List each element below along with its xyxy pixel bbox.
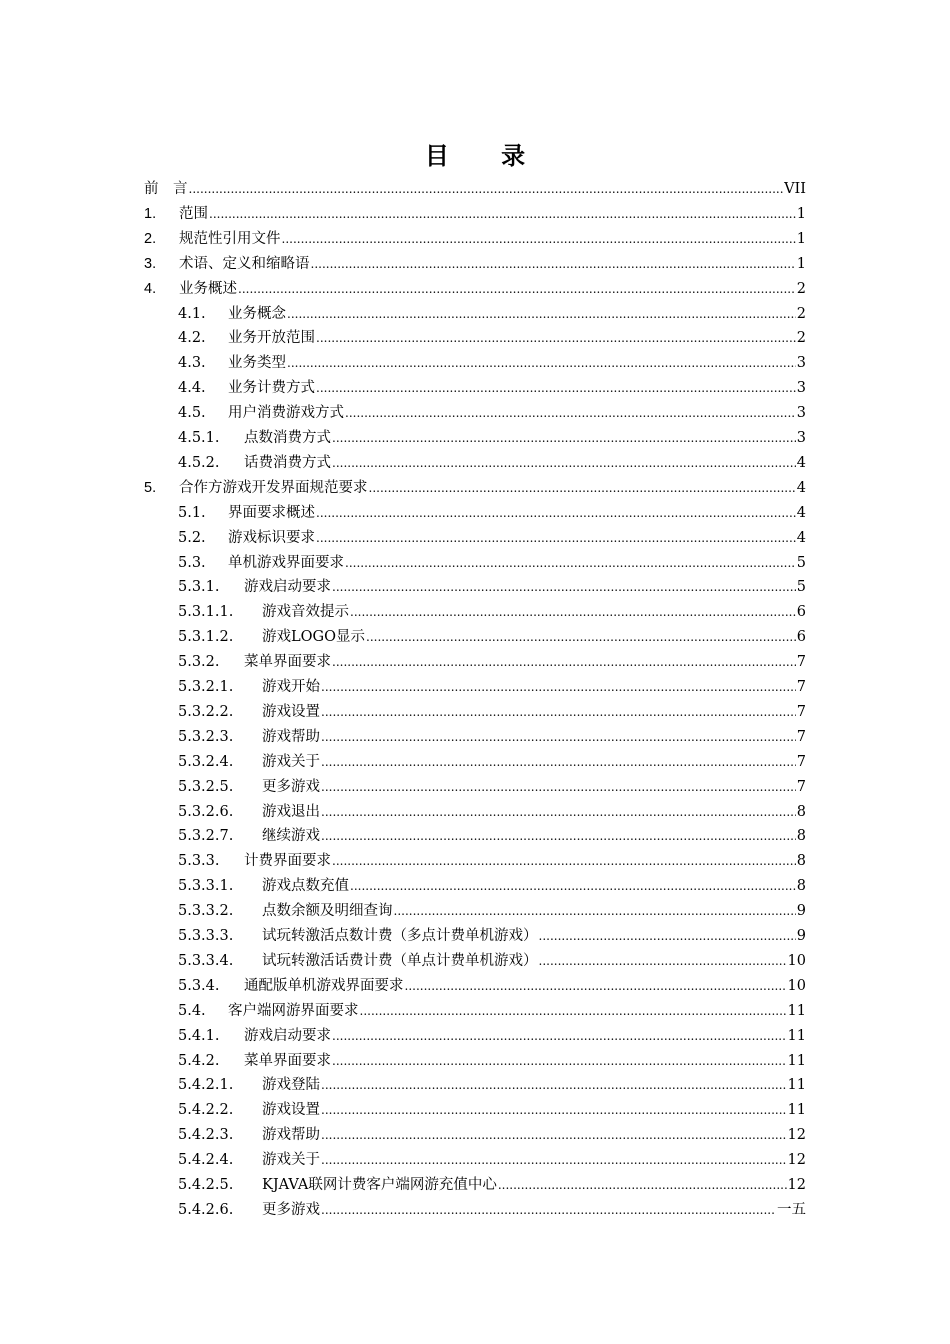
- toc-leader-dots: [209, 205, 796, 223]
- toc-entry-page: 9: [796, 928, 806, 944]
- toc-entry-title: 游戏帮助: [262, 728, 320, 745]
- toc-entry[interactable]: [0, 1197, 806, 1219]
- toc-entry-title: 前 言: [144, 181, 188, 197]
- toc-leader-dots: [321, 1126, 787, 1144]
- toc-leader-dots: [282, 230, 796, 248]
- toc-title: 目 录: [424, 141, 548, 170]
- toc-entry[interactable]: [0, 400, 806, 422]
- toc-entry[interactable]: [0, 375, 806, 397]
- toc-entry[interactable]: [0, 599, 806, 621]
- toc-entry-number: 5.3.3.: [178, 853, 220, 870]
- toc-entry-page: 7: [796, 703, 806, 720]
- toc-entry-page: 3: [796, 430, 806, 446]
- toc-entry-title: 业务概述: [179, 280, 237, 297]
- toc-entry-page: 3: [796, 355, 806, 372]
- toc-entry[interactable]: [0, 823, 806, 845]
- toc-entry-title: 用户消费游戏方式: [228, 405, 344, 422]
- toc-entry[interactable]: [0, 624, 806, 646]
- toc-entry-title: 游戏关于: [262, 1152, 320, 1169]
- toc-entry-number: 4.2.: [178, 330, 206, 347]
- toc-entry-number: 5.3.2.: [178, 654, 220, 671]
- toc-leader-dots: [332, 653, 796, 671]
- toc-entry[interactable]: [0, 350, 806, 372]
- toc-entry[interactable]: [0, 848, 806, 870]
- toc-entry-page: 4: [796, 479, 806, 496]
- toc-entry[interactable]: [0, 550, 806, 572]
- toc-entry-number: 4.4.: [178, 380, 206, 397]
- toc-entry-number: 5.3.2.7.: [178, 828, 234, 845]
- toc-leader-dots: [345, 404, 796, 422]
- toc-entry-title: 业务概念: [228, 305, 286, 322]
- toc-entry[interactable]: [0, 1172, 806, 1194]
- toc-entry-number: 5.3.2.4.: [178, 753, 234, 770]
- toc-entry-number: 5.3.2.2.: [178, 703, 234, 720]
- toc-leader-dots: [321, 753, 796, 771]
- toc-entry-number: 5.3.3.3.: [178, 928, 234, 944]
- toc-entry-number: 5.3.1.: [178, 579, 220, 596]
- toc-leader-dots: [287, 354, 796, 372]
- toc-entry-number: 5.3.3.1.: [178, 878, 234, 895]
- toc-entry-title: 游戏开始: [262, 679, 320, 695]
- toc-leader-dots: [238, 280, 796, 298]
- toc-entry-page: VII: [784, 181, 806, 197]
- toc-entry-title: 业务开放范围: [228, 330, 315, 347]
- toc-leader-dots: [321, 1201, 776, 1219]
- toc-entry[interactable]: [0, 176, 806, 198]
- toc-leader-dots: [316, 504, 796, 522]
- toc-entry[interactable]: [0, 301, 806, 323]
- toc-entry[interactable]: [0, 699, 806, 721]
- toc-entry-title: 业务计费方式: [228, 380, 315, 397]
- toc-entry-page: 8: [796, 878, 806, 895]
- toc-entry-title: 界面要求概述: [228, 504, 315, 521]
- toc-entry-title: 规范性引用文件: [179, 230, 281, 247]
- toc-entry-page: 12: [787, 1177, 806, 1193]
- toc-entry-number: 5.1.: [178, 504, 206, 521]
- toc-entry[interactable]: [0, 226, 806, 248]
- toc-entry-page: 10: [787, 977, 806, 994]
- toc-entry-number: 5.3.2.1.: [178, 679, 234, 695]
- toc-entry[interactable]: [0, 500, 806, 522]
- toc-entry-page: 1: [796, 230, 806, 247]
- toc-entry-title: 游戏登陆: [262, 1077, 320, 1094]
- toc-entry-number: 5.4.2.4.: [178, 1152, 234, 1169]
- toc-entry-number: 5.4.2.: [178, 1052, 220, 1069]
- toc-entry-title: 点数余额及明细查询: [262, 903, 393, 920]
- toc-entry-title: 业务类型: [228, 355, 286, 372]
- toc-leader-dots: [311, 255, 796, 273]
- toc-entry[interactable]: [0, 475, 806, 497]
- toc-entry[interactable]: [0, 724, 806, 746]
- toc-leader-dots: [332, 1027, 787, 1045]
- toc-entry-page: 12: [787, 1152, 806, 1169]
- toc-leader-dots: [321, 1101, 787, 1119]
- toc-entry-number: 5.3.4.: [178, 977, 220, 994]
- toc-entry[interactable]: [0, 450, 806, 472]
- toc-entry-title: 更多游戏: [262, 778, 320, 795]
- toc-leader-dots: [189, 180, 784, 198]
- toc-entry[interactable]: [0, 425, 806, 447]
- toc-entry-page: 9: [796, 903, 806, 920]
- toc-entry[interactable]: [0, 948, 806, 970]
- toc-leader-dots: [332, 1052, 787, 1070]
- toc-entry[interactable]: [0, 276, 806, 298]
- toc-entry-number: 5.3.2.5.: [178, 778, 234, 795]
- toc-leader-dots: [332, 852, 796, 870]
- toc-leader-dots: [369, 479, 796, 497]
- toc-entry[interactable]: [0, 1147, 806, 1169]
- toc-entry[interactable]: [0, 525, 806, 547]
- toc-leader-dots: [321, 678, 796, 696]
- toc-entry[interactable]: [0, 973, 806, 995]
- toc-entry-title: 菜单界面要求: [244, 1052, 331, 1069]
- toc-leader-dots: [321, 778, 796, 796]
- toc-entry-title: 术语、定义和缩略语: [179, 255, 310, 272]
- toc-entry-page: 7: [796, 778, 806, 795]
- toc-entry-title: 客户端网游界面要求: [228, 1002, 359, 1019]
- toc-entry-number: 5.: [144, 479, 157, 496]
- toc-entry-number: 4.5.: [178, 405, 206, 422]
- toc-leader-dots: [321, 1076, 787, 1094]
- toc-entry-page: 10: [787, 952, 806, 969]
- toc-entry-number: 5.3.1.2.: [178, 629, 234, 646]
- toc-entry-number: 4.5.1.: [178, 430, 220, 446]
- toc-entry-page: 5: [796, 579, 806, 596]
- toc-entry[interactable]: [0, 574, 806, 596]
- toc-entry-page: 11: [787, 1002, 806, 1019]
- toc-entry-title: 话费消费方式: [244, 454, 331, 471]
- toc-entry-title: 范围: [179, 205, 208, 222]
- toc-entry-page: 12: [787, 1127, 806, 1144]
- toc-entry[interactable]: [0, 1122, 806, 1144]
- toc-entry-number: 5.4.2.3.: [178, 1127, 234, 1144]
- toc-leader-dots: [321, 703, 796, 721]
- toc-entry-page: 7: [796, 679, 806, 695]
- toc-entry-number: 1.: [144, 205, 157, 222]
- toc-entry-number: 2.: [144, 230, 157, 247]
- toc-entry-page: 2: [796, 305, 806, 322]
- toc-entry-page: 一五: [777, 1201, 806, 1218]
- toc-leader-dots: [287, 305, 796, 323]
- toc-entry-title: 游戏LOGO显示: [262, 629, 365, 646]
- toc-leader-dots: [321, 803, 796, 821]
- toc-leader-dots: [498, 1176, 787, 1194]
- toc-entry-page: 6: [796, 604, 806, 621]
- toc-entry-title: 游戏设置: [262, 1102, 320, 1119]
- toc-entry-title: 游戏帮助: [262, 1127, 320, 1144]
- toc-leader-dots: [394, 902, 796, 920]
- toc-leader-dots: [332, 429, 796, 447]
- toc-entry-page: 8: [796, 803, 806, 820]
- toc-entry-page: 4: [796, 454, 806, 471]
- toc-entry[interactable]: [0, 1097, 806, 1119]
- toc-leader-dots: [539, 927, 796, 945]
- toc-entry[interactable]: [0, 201, 806, 223]
- toc-entry-number: 5.3.1.1.: [178, 604, 234, 621]
- toc-entry-page: 3: [796, 405, 806, 422]
- toc-entry-title: 游戏关于: [262, 753, 320, 770]
- toc-entry-page: 8: [796, 828, 806, 845]
- toc-entry[interactable]: [0, 251, 806, 273]
- toc-entry[interactable]: [0, 325, 806, 347]
- toc-entry-number: 5.4.: [178, 1002, 206, 1019]
- toc-entry[interactable]: [0, 1048, 806, 1070]
- toc-entry-page: 11: [787, 1027, 806, 1044]
- toc-entry-title: 游戏标识要求: [228, 529, 315, 546]
- toc-entry[interactable]: [0, 1072, 806, 1094]
- toc-entry-page: 1: [796, 255, 806, 272]
- toc-entry[interactable]: [0, 649, 806, 671]
- toc-entry[interactable]: [0, 1023, 806, 1045]
- toc-entry[interactable]: [0, 898, 806, 920]
- toc-entry-title: KJAVA联网计费客户端网游充值中心: [262, 1177, 497, 1193]
- toc-entry-number: 5.3.: [178, 554, 206, 571]
- toc-entry[interactable]: [0, 674, 806, 696]
- toc-entry[interactable]: [0, 799, 806, 821]
- toc-entry-page: 7: [796, 728, 806, 745]
- toc-entry-title: 单机游戏界面要求: [228, 554, 344, 571]
- toc-leader-dots: [332, 578, 796, 596]
- toc-entry-page: 5: [796, 554, 806, 571]
- toc-entry-number: 4.1.: [178, 305, 206, 322]
- toc-entry-title: 游戏音效提示: [262, 604, 349, 621]
- toc-leader-dots: [321, 1151, 787, 1169]
- toc-entry-page: 6: [796, 629, 806, 646]
- toc-entry-page: 11: [787, 1077, 806, 1094]
- toc-entry-title: 通配版单机游戏界面要求: [244, 977, 404, 994]
- toc-entry-title: 试玩转激活话费计费（单点计费单机游戏）: [262, 952, 538, 969]
- toc-entry-number: 4.: [144, 280, 157, 297]
- toc-entry-page: 11: [787, 1102, 806, 1119]
- toc-entry-number: 5.4.2.5.: [178, 1177, 234, 1193]
- toc-leader-dots: [332, 454, 796, 472]
- toc-entry-title: 游戏点数充值: [262, 878, 349, 895]
- toc-entry-number: 3.: [144, 255, 157, 272]
- toc-entry-title: 继续游戏: [262, 828, 320, 845]
- toc-entry-page: 7: [796, 654, 806, 671]
- toc-entry-number: 5.4.2.1.: [178, 1077, 234, 1094]
- toc-entry-title: 合作方游戏开发界面规范要求: [179, 479, 368, 496]
- toc-entry-title: 更多游戏: [262, 1201, 320, 1218]
- toc-entry-page: 3: [796, 380, 806, 397]
- toc-entry-number: 4.3.: [178, 355, 206, 372]
- toc-entry-number: 5.3.3.2.: [178, 903, 234, 920]
- toc-leader-dots: [350, 877, 796, 895]
- toc-entry-title: 游戏启动要求: [244, 579, 331, 596]
- toc-entry-title: 菜单界面要求: [244, 654, 331, 671]
- toc-leader-dots: [366, 628, 796, 646]
- toc-leader-dots: [321, 827, 796, 845]
- toc-leader-dots: [350, 603, 796, 621]
- toc-entry-title: 游戏启动要求: [244, 1027, 331, 1044]
- toc-entry-number: 5.3.2.3.: [178, 728, 234, 745]
- toc-entry-page: 11: [787, 1052, 806, 1069]
- toc-entry-title: 试玩转激活点数计费（多点计费单机游戏）: [262, 928, 538, 944]
- toc-entry-title: 计费界面要求: [244, 853, 331, 870]
- toc-entry-number: 5.4.2.6.: [178, 1201, 234, 1218]
- toc-leader-dots: [316, 529, 796, 547]
- toc-entry-number: 4.5.2.: [178, 454, 220, 471]
- toc-entry-title: 点数消费方式: [244, 430, 331, 446]
- toc-entry-page: 8: [796, 853, 806, 870]
- toc-entry-number: 5.4.1.: [178, 1027, 220, 1044]
- toc-entry-number: 5.4.2.2.: [178, 1102, 234, 1119]
- toc-entry[interactable]: [0, 774, 806, 796]
- toc-leader-dots: [321, 728, 796, 746]
- toc-entry-number: 5.3.3.4.: [178, 952, 234, 969]
- toc-leader-dots: [345, 554, 796, 572]
- toc-entry-number: 5.2.: [178, 529, 206, 546]
- toc-entry[interactable]: [0, 749, 806, 771]
- toc-leader-dots: [316, 379, 796, 397]
- toc-entry-page: 2: [796, 330, 806, 347]
- toc-entry-page: 4: [796, 504, 806, 521]
- toc-leader-dots: [360, 1002, 787, 1020]
- toc-entry-page: 2: [796, 280, 806, 297]
- toc-leader-dots: [539, 952, 787, 970]
- toc-entry-page: 7: [796, 753, 806, 770]
- toc-leader-dots: [316, 329, 796, 347]
- toc-entry-page: 1: [796, 205, 806, 222]
- toc-entry-number: 5.3.2.6.: [178, 803, 234, 820]
- toc-leader-dots: [405, 977, 787, 995]
- toc-entry-title: 游戏设置: [262, 703, 320, 720]
- toc-entry[interactable]: [0, 923, 806, 945]
- toc-entry-title: 游戏退出: [262, 803, 320, 820]
- toc-entry[interactable]: [0, 873, 806, 895]
- toc-entry-page: 4: [796, 529, 806, 546]
- toc-entry[interactable]: [0, 998, 806, 1020]
